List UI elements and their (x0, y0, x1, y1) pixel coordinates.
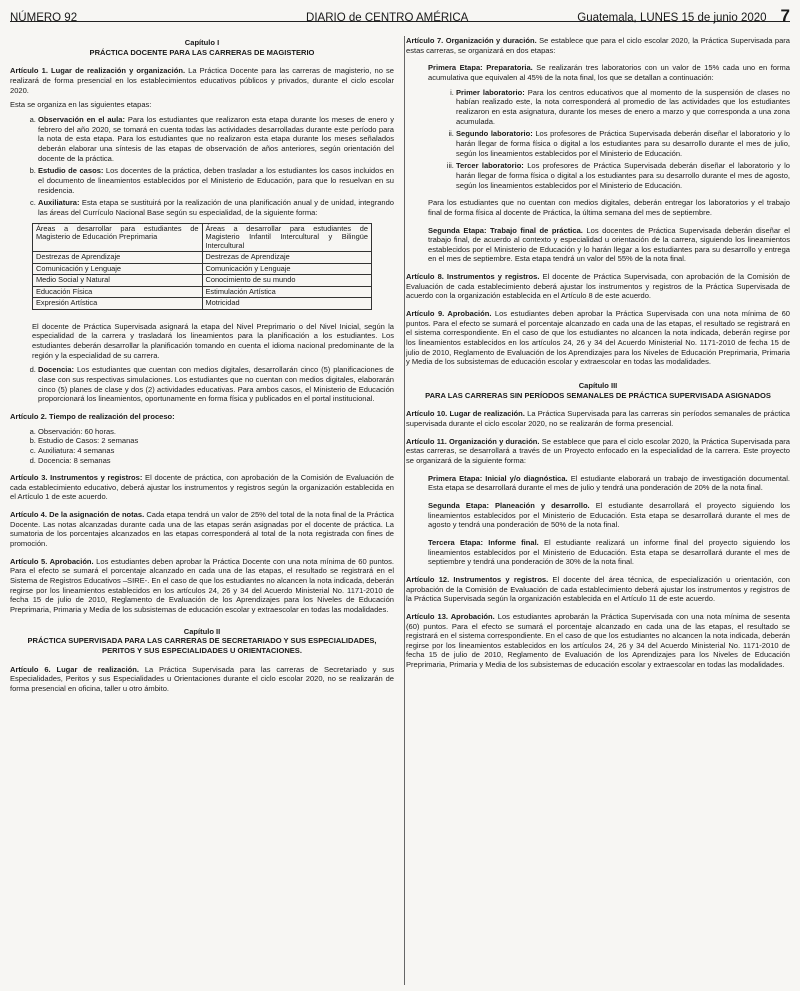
areas-cell-inicial: Conocimiento de su mundo (202, 275, 372, 287)
stages-list-cont (10, 365, 394, 404)
article-2-heading-text: Artículo 2. Tiempo de realización del proceso: (10, 411, 175, 421)
article-13-heading: Artículo 13. Aprobación. (406, 611, 495, 621)
areas-cell-inicial: Comunicación y Lenguaje (202, 263, 372, 275)
stage-a-heading: Observación en el aula: (38, 114, 125, 124)
chapter-1-subtitle: PRÁCTICA DOCENTE PARA LAS CARRERAS DE MAGISTERIO (89, 47, 315, 57)
labs-after: Para los estudiantes que no cuentan con medios digitales, deberán entregar los laboratorios y el trabajo final de forma física al docente de Práctica, la última semana del mes de septiembre. (428, 198, 790, 217)
project-stage-1-heading: Primera Etapa: Inicial y/o diagnóstica. (428, 473, 568, 483)
areas-table-row (33, 252, 372, 264)
project-stage-2-heading: Segunda Etapa: Planeación y desarrollo. (428, 500, 590, 510)
stage-d-heading: Docencia: (38, 365, 75, 375)
lab-3-text: Los profesores de Práctica Supervisada deberán diseñar el laboratorio y lo harán llegar de forma física o digital a los estudiantes para su desarrollo durante el mes de agosto, según los lineamientos establecidos por el Ministerio de Educación. (456, 161, 790, 190)
time-item: c. Auxiliatura: 4 semanas (38, 446, 394, 456)
time-item: b. Estudio de Casos: 2 semanas (38, 436, 394, 446)
project-stage-3-heading: Tercera Etapa: Informe final. (428, 537, 539, 547)
chapter-3-title: Capítulo III (578, 381, 618, 391)
article-4 (10, 510, 394, 549)
article-4-text: Cada etapa tendrá un valor de 25% del total de la nota final de la Práctica Docente. Las notas alcanzadas durante cada una de las etapas serán asignadas por el docente de práctica. La sumatoria de los porcentajes alcanzados en las etapas corresponderá al total de la nota registrada con fines de promoción. (10, 510, 394, 549)
stage-d (38, 365, 394, 404)
article-2-list (10, 427, 394, 466)
chapter-2-subtitle: PRÁCTICA SUPERVISADA PARA LAS CARRERAS DE SECRETARIADO Y SUS ESPECIALIDADES, PERITOS Y SUS ESPECIALIDADES U ORIENTACIONES. (27, 636, 377, 655)
article-8 (406, 272, 790, 301)
stage-c (38, 198, 394, 217)
article-13-text: Los estudiantes aprobarán la Práctica Supervisada con una nota mínima de sesenta (60) puntos. Para el efecto se sumará el porcentaje alcanzado en cada una de las etapas, el resultado se registrará en el sistema correspondiente. En el caso de que los estudiantes no alcancen la nota indicada, deberán regirse por los lineamientos establecidos en los artículos 24, 26 y 34 del Acuerdo Ministerial No. 1171-2010 de fecha 15 de julio de 2010, Reglamento de Evaluación de los Aprendizajes para los Niveles de Educación Preprimaria, Primaria y Media de los subsistemas de educación escolar y extraescolar en todas las modalidades. (406, 611, 790, 670)
stage-a-text: Para los estudiantes que realizaron esta etapa durante los meses de enero y febrero del año 2020, se tomará en cuenta todas las actividades desarrolladas durante este período para la nota de esta etapa. Para los estudiantes que no realizaron esta etapa durante los meses señalados deberán elaborar una síntesis de las etapas de observación de años anteriores, según orientación del docente de la práctica. (38, 114, 394, 163)
areas-table-row (33, 263, 372, 275)
areas-cell-preprimaria: Destrezas de Aprendizaje (33, 252, 203, 264)
article-3-text: El docente de práctica, con aprobación de la Comisión de Evaluación de cada establecimiento educativo, deberá ajustar los instrumentos y registros según la organización establecida en el Artículo 1 de este acuerdo. (10, 473, 394, 502)
project-stage-3-text: El estudiante realizará un informe final del proyecto siguiendo los lineamientos establecidos por el Ministerio de Educación. Esta etapa se desarrollará durante el mes de septiembre y tendrá una ponderación de 30% de la nota final. (428, 537, 790, 567)
article-6-text: La Práctica Supervisada para las carreras de Secretariado y sus Especialidades, Peritos y sus Especialidades u Orientaciones durante el ciclo escolar 2020, no se realizarán de forma presencial en oficina, taller u otro ámbito. (10, 664, 394, 693)
labs-list (406, 88, 790, 191)
lab-1-text: Para los centros educativos que al momento de la suspensión de clases no habían realizado este, la nota corresponderá al promedio de las actividades que los estudiantes realizaron en esta asignatura, durante los meses de enero a marzo y que corresponda a una zona acumulada. (456, 87, 790, 126)
stage-b (38, 166, 394, 195)
article-9 (406, 309, 790, 367)
first-stage (406, 63, 790, 82)
project-stage-1 (406, 474, 790, 493)
lab-3-heading: Tercer laboratorio: (456, 161, 524, 171)
issue-date: Guatemala, LUNES 15 de junio 2020 (577, 12, 767, 24)
lab-2 (456, 129, 790, 158)
article-6-heading: Artículo 6. Lugar de realización. (10, 664, 139, 674)
second-stage (406, 226, 790, 265)
areas-cell-preprimaria: Áreas a desarrollar para estudiantes de Magisterio de Educación Preprimaria (33, 223, 203, 252)
right-column (406, 36, 790, 987)
page-number: 7 (780, 6, 790, 25)
article-7-text: Se establece que para el ciclo escolar 2020, la Práctica Supervisada para estas carreras, se organizará en dos etapas: (406, 36, 790, 55)
project-stage-2-text: El estudiante desarrollará el proyecto siguiendo los lineamientos establecidos por el Ministerio de Educación. Esta etapa se desarrollará durante el mes de agosto y tendrá una ponderación de 50% de la nota final. (428, 500, 790, 530)
issue-number: NÚMERO 92 (10, 12, 78, 24)
article-11-heading: Artículo 11. Organización y duración. (406, 436, 540, 446)
stage-c-after: El docente de Práctica Supervisada asignará la etapa del Nivel Preprimario o del Nivel Inicial, según la especialidad de la carrera y trasladará los lineamientos para la planificación a los estudiantes. Los estudiantes deberán desarrollar la planificación tomando en cuenta el idioma nacional predominante de la región y la especialidad de su carrera. (32, 321, 394, 360)
areas-table-row (33, 223, 372, 252)
article-12-heading: Artículo 12. Instrumentos y registros. (406, 574, 549, 584)
article-5 (10, 557, 394, 615)
article-13 (406, 612, 790, 670)
second-stage-text: Los docentes de Práctica Supervisada deberán diseñar el trabajo final, de acuerdo al contexto y especialidad u orientación de la carrera, siguiendo los lineamientos establecidos por el Ministerio de Educación y lo harán llegar a los estudiantes para su desarrollo y entrega en el mes de septiembre. Esta etapa tendrá un valor del 55% de la nota final. (428, 225, 790, 264)
time-item: d. Docencia: 8 semanas (38, 456, 394, 466)
stage-b-text: Los docentes de la práctica, deben trasladar a los estudiantes los casos incluidos en el documento de lineamientos establecidos por el Ministerio de Educación, para que lo resuelvan en su residencia. (38, 166, 394, 195)
article-9-heading: Artículo 9. Aprobación. (406, 309, 492, 319)
article-3-heading: Artículo 3. Instrumentos y registros: (10, 473, 143, 483)
page-header (10, 0, 790, 25)
newspaper-name: DIARIO de CENTRO AMÉRICA (306, 12, 469, 24)
areas-cell-inicial: Áreas a desarrollar para estudiantes de Magisterio Infantil Intercultural y Bilingüe Intercultural (202, 223, 372, 252)
article-10-text: La Práctica Supervisada para las carreras sin períodos semanales de práctica supervisada durante el ciclo escolar 2020, no se realizarán de forma presencial. (406, 409, 790, 428)
chapter-3-subtitle: PARA LAS CARRERAS SIN PERÍODOS SEMANALES DE PRÁCTICA SUPERVISADA ASIGNADOS (425, 390, 771, 400)
stage-d-text: Los estudiantes que cuentan con medios digitales, desarrollarán cinco (5) planificaciones de clase con sus respectivas simulaciones. Los estudiantes que no cuentan con medios digitales, elaborarán cinco (5) planes de clase y dos (2) actividades educativas. Para ambos casos, el Ministerio de Educación proporcionará los lineamientos, oportunamente en forma física y publicados en el portal institucional. (38, 365, 394, 404)
article-12-text: El docente del área técnica, de especialización u orientación, con aprobación de la Comisión de Evaluación de cada establecimiento deberá ajustar los instrumentos y registros de la Práctica Supervisada según la organización establecida en el Artículo 11 de este acuerdo. (406, 574, 790, 604)
areas-cell-inicial: Motricidad (202, 298, 372, 310)
areas-cell-preprimaria: Educación Física (33, 286, 203, 298)
project-stage-2 (406, 501, 790, 530)
lab-2-text: Los profesores de Práctica Supervisada deberán diseñar el laboratorio y lo harán llegar de forma física o digital a los estudiantes para su desarrollo durante el mes de julio, según los lineamientos establecidos por el Ministerio de Educación. (456, 129, 790, 158)
article-3 (10, 473, 394, 502)
article-5-text: Los estudiantes deben aprobar la Práctica Docente con una nota mínima de 60 puntos. Para el efecto se sumará el porcentaje alcanzado en cada una de las etapas, el resultado se registrará en el Sistema de Registros Educativos –SIRE-. En el caso de que los estudiantes no alcancen la nota indicada, deberán regirse por los lineamientos establecidos en los artículos 24, 26 y 34 del Acuerdo Ministerial No. 1171-2010 de fecha 15 de julio de 2010, Reglamento de Evaluación de los Aprendizajes para los Niveles de Educación Preprimaria, Primaria y Media de los subsistemas de educación escolar y extraescolar en todas las modalidades. (10, 556, 394, 615)
article-10-heading: Artículo 10. Lugar de realización. (406, 409, 525, 419)
article-1-text: La Práctica Docente para las carreras de magisterio, no se realizará de forma presencial en los establecimientos educativos públicos y privados, durante el ciclo escolar 2020. (10, 66, 394, 95)
article-8-heading: Artículo 8. Instrumentos y registros. (406, 272, 540, 282)
first-stage-text: Se realizarán tres laboratorios con un valor de 15% cada uno en forma acumulativa que equivalen al 45% de la nota final, los que se detallan a continuación: (428, 63, 790, 82)
article-8-text: El docente de Práctica Supervisada, con aprobación de la Comisión de Evaluación de cada establecimiento deberá ajustar los instrumentos y registros de la Práctica Supervisada de acuerdo con la organización establecida en el Artículo 8 de este acuerdo. (406, 272, 790, 301)
areas-table-row (33, 275, 372, 287)
article-11 (406, 437, 790, 466)
left-column (10, 36, 394, 987)
stage-c-text: Esta etapa se sustituirá por la realización de una planificación anual y de unidad, integrando las áreas del Currículo Nacional Base según su especialidad, de la siguiente forma: (38, 198, 394, 217)
article-10 (406, 409, 790, 428)
article-7 (406, 36, 790, 55)
stages-list (10, 115, 394, 218)
project-stage-1-text: El estudiante elaborará un trabajo de investigación documental. Esta etapa se desarrollará durante el mes de julio y tendrá una ponderación de 20% de la nota final. (428, 473, 790, 493)
article-11-text: Se establece que para el ciclo escolar 2020, la Práctica Supervisada para estas carreras, se desarrollará a través de un Proyecto enfocado en la especialidad de la carrera. Este proyecto se organizará de la siguiente forma: (406, 436, 790, 465)
stage-a (38, 115, 394, 163)
areas-cell-inicial: Estimulación Artística (202, 286, 372, 298)
chapter-1-title: Capítulo I (184, 38, 220, 47)
second-stage-heading: Segunda Etapa: Trabajo final de práctica. (428, 225, 583, 235)
article-6 (10, 665, 394, 694)
article-12 (406, 575, 790, 604)
first-stage-heading: Primera Etapa: Preparatoria. (428, 63, 533, 73)
article-1 (10, 66, 394, 95)
article-4-heading: Artículo 4. De la asignación de notas. (10, 510, 145, 520)
article-2-heading (10, 412, 394, 422)
lab-2-heading: Segundo laboratorio: (456, 129, 533, 139)
article-1-heading: Artículo 1. Lugar de realización y organización. (10, 66, 186, 76)
stage-b-heading: Estudio de casos: (38, 166, 104, 176)
project-stage-3 (406, 538, 790, 567)
areas-cell-preprimaria: Expresión Artística (33, 298, 203, 310)
areas-cell-inicial: Destrezas de Aprendizaje (202, 252, 372, 264)
time-item: a. Observación: 60 horas. (38, 427, 394, 437)
areas-table (32, 223, 372, 310)
lab-1-heading: Primer laboratorio: (456, 87, 525, 97)
lab-3 (456, 161, 790, 190)
stage-c-heading: Auxiliatura: (38, 198, 80, 208)
lab-1 (456, 88, 790, 127)
chapter-2-title: Capítulo II (183, 626, 221, 636)
areas-table-row (33, 298, 372, 310)
areas-table-row (33, 286, 372, 298)
article-5-heading: Artículo 5. Aprobación. (10, 556, 94, 566)
article-7-heading: Artículo 7. Organización y duración. (406, 36, 537, 45)
article-9-text: Los estudiantes deben aprobar la Práctica Supervisada con una nota mínima de 60 puntos. Para el efecto se sumará el porcentaje alcanzado en cada una de las etapas, el resultado se registrará en el sistema correspondiente. En el caso de que los estudiantes no alcancen la nota indicada, deberán regirse por los lineamientos establecidos en los artículos 24, 26 y 34 del Acuerdo Ministerial No. 1171-2010 de fecha 15 de julio de 2010, Reglamento de Evaluación de los Aprendizajes para los Niveles de Educación Preprimaria, Primaria y Media de los subsistemas de educación escolar y extraescolar en todas las modalidades. (406, 309, 790, 367)
stages-intro: Esta se organiza en las siguientes etapas: (10, 100, 152, 110)
areas-cell-preprimaria: Medio Social y Natural (33, 275, 203, 287)
areas-cell-preprimaria: Comunicación y Lenguaje (33, 263, 203, 275)
